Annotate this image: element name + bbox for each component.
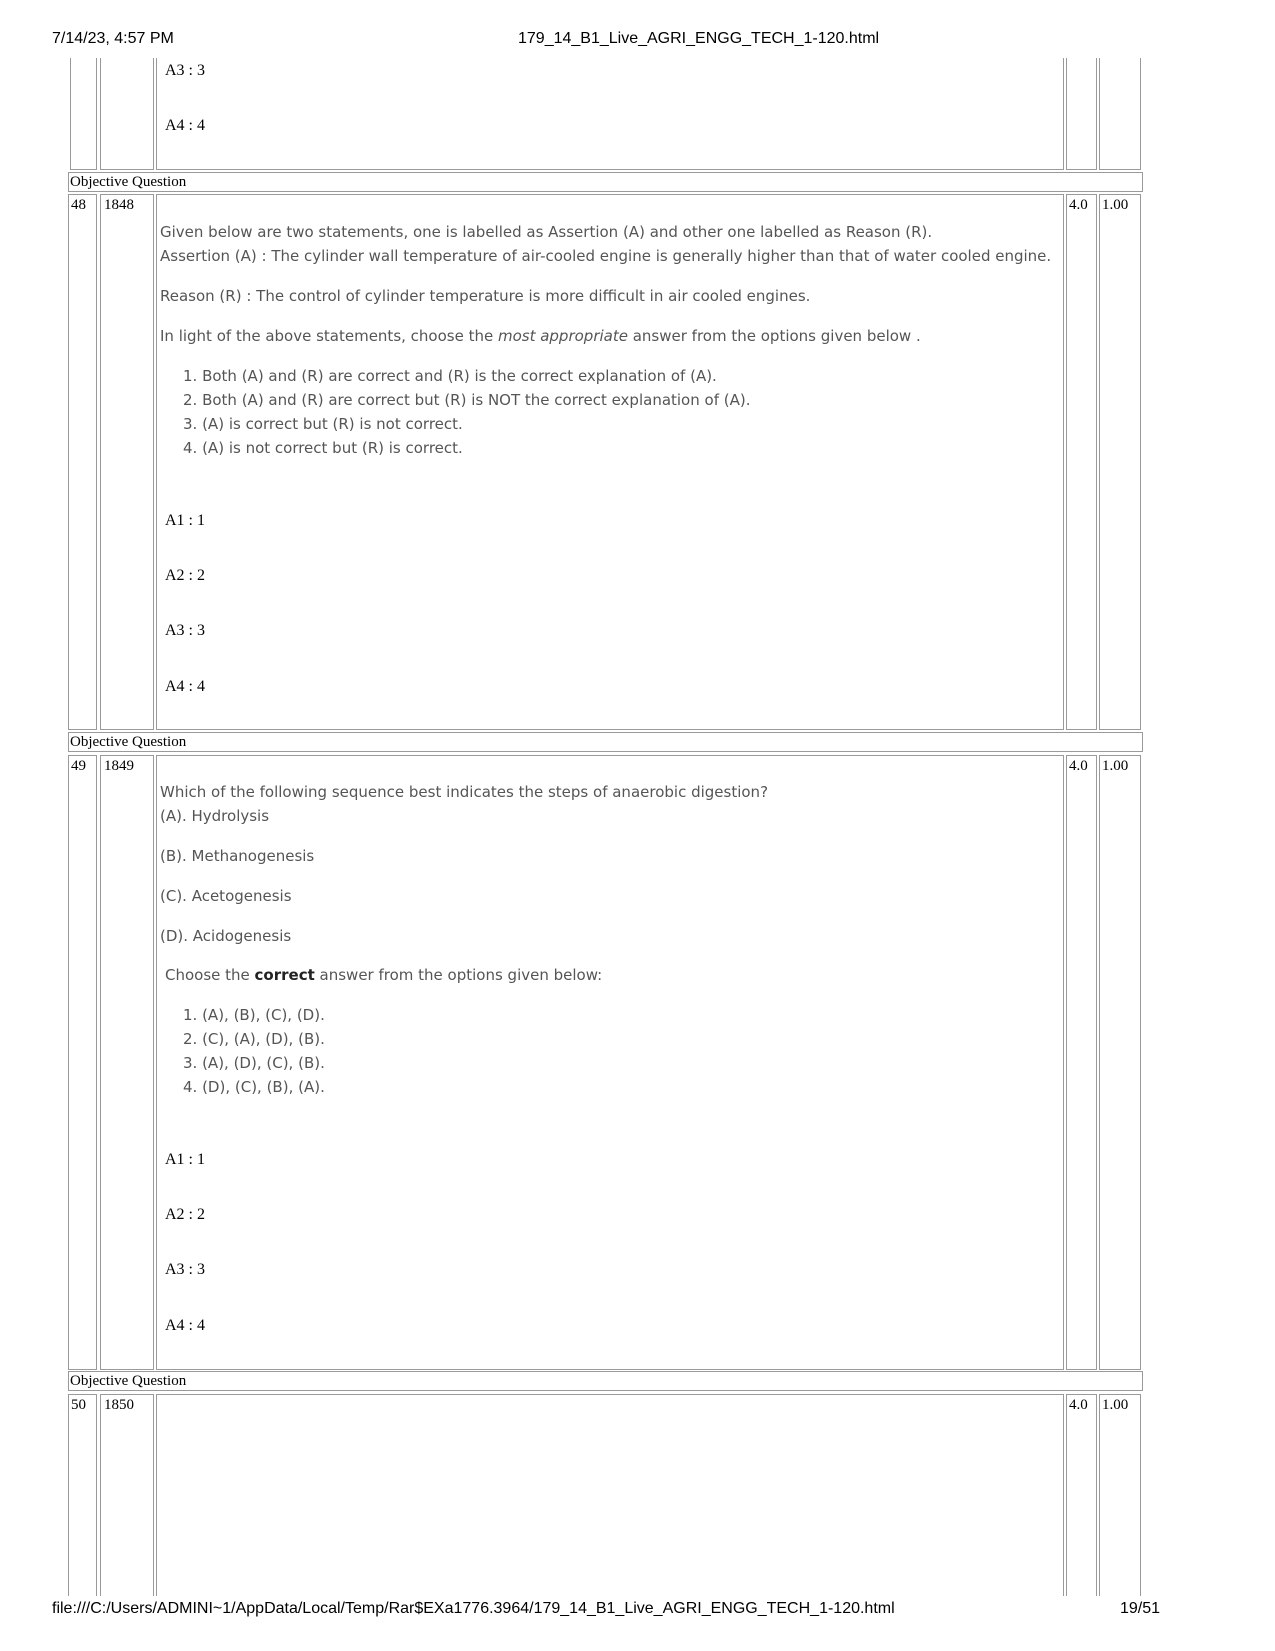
prev-marks-cell <box>1066 58 1097 170</box>
question-type-label: Objective Question <box>70 1373 187 1389</box>
instruction-post: answer from the options given below . <box>627 327 921 345</box>
question-cell <box>156 194 1064 730</box>
print-datetime: 7/14/23, 4:57 PM <box>52 30 174 47</box>
qid-cell <box>100 1394 154 1596</box>
sno-cell <box>68 755 97 1370</box>
question-id: 1850 <box>104 1397 134 1413</box>
reason-text: Reason (R) : The control of cylinder temperature is more difficult in air cooled engines. <box>160 287 811 305</box>
qid-cell <box>100 194 154 730</box>
prev-neg-cell <box>1099 58 1141 170</box>
question-negative-marks: 1.00 <box>1102 197 1129 213</box>
instruction-emphasis: most appropriate <box>497 327 628 345</box>
option-item: 3. (A) is correct but (R) is not correct. <box>183 415 463 433</box>
negative-marks-cell <box>1099 1394 1141 1596</box>
question-marks: 4.0 <box>1069 197 1088 213</box>
option-item: 1. (A), (B), (C), (D). <box>183 1006 325 1024</box>
question-sno: 48 <box>71 197 86 213</box>
answer-a2: A2 : 2 <box>165 567 205 584</box>
answer-a4: A4 : 4 <box>165 117 205 134</box>
print-page-number: 19/51 <box>1120 1600 1161 1617</box>
instruction-bold: correct <box>254 966 315 984</box>
question-id: 1849 <box>104 758 134 774</box>
question-type-label: Objective Question <box>70 734 187 750</box>
instruction-pre: Choose the <box>165 966 255 984</box>
question-type-row <box>68 1371 1143 1391</box>
marks-cell <box>1066 194 1097 730</box>
answer-a3: A3 : 3 <box>165 62 205 79</box>
sno-cell <box>68 1394 97 1596</box>
prev-question-cell <box>156 58 1064 170</box>
question-sno: 50 <box>71 1397 86 1413</box>
prev-qid-cell <box>100 58 154 170</box>
option-item: 2. (C), (A), (D), (B). <box>183 1030 325 1048</box>
sequence-item: (C). Acetogenesis <box>160 887 292 905</box>
instruction-text <box>160 327 921 345</box>
sequence-item: (B). Methanogenesis <box>160 847 315 865</box>
question-type-label: Objective Question <box>70 174 187 190</box>
option-item: 4. (A) is not correct but (R) is correct. <box>183 439 463 457</box>
sequence-item: (A). Hydrolysis <box>160 807 270 825</box>
sno-cell <box>68 194 97 730</box>
negative-marks-cell <box>1099 755 1141 1370</box>
option-item: 1. Both (A) and (R) are correct and (R) is the correct explanation of (A). <box>183 367 717 385</box>
marks-cell <box>1066 755 1097 1370</box>
question-table <box>70 58 1204 1596</box>
answer-a3: A3 : 3 <box>165 1261 205 1278</box>
instruction-text <box>165 966 602 984</box>
answer-a1: A1 : 1 <box>165 512 205 529</box>
option-item: 2. Both (A) and (R) are correct but (R) is NOT the correct explanation of (A). <box>183 391 751 409</box>
question-intro: Given below are two statements, one is labelled as Assertion (A) and other one labelled as Reason (R). <box>160 223 933 241</box>
instruction-post: answer from the options given below: <box>314 966 603 984</box>
question-negative-marks: 1.00 <box>1102 1397 1129 1413</box>
answer-a3: A3 : 3 <box>165 622 205 639</box>
question-cell <box>156 1394 1064 1596</box>
option-item: 3. (A), (D), (C), (B). <box>183 1054 325 1072</box>
answer-a2: A2 : 2 <box>165 1206 205 1223</box>
question-sno: 49 <box>71 758 86 774</box>
print-file-path: file:///C:/Users/ADMINI~1/AppData/Local/Temp/Rar$EXa1776.3964/179_14_B1_Live_AGRI_ENGG_TECH_1-120.html <box>52 1600 895 1617</box>
question-negative-marks: 1.00 <box>1102 758 1129 774</box>
print-title: 179_14_B1_Live_AGRI_ENGG_TECH_1-120.html <box>518 30 880 47</box>
question-type-row <box>68 732 1143 752</box>
prev-sno-cell <box>70 58 97 170</box>
qid-cell <box>100 755 154 1370</box>
question-text: Which of the following sequence best indicates the steps of anaerobic digestion? <box>160 783 769 801</box>
answer-a4: A4 : 4 <box>165 678 205 695</box>
assertion-text: Assertion (A) : The cylinder wall temperature of air-cooled engine is generally higher than that of water cooled engine. <box>160 247 1052 265</box>
marks-cell <box>1066 1394 1097 1596</box>
question-marks: 4.0 <box>1069 758 1088 774</box>
question-marks: 4.0 <box>1069 1397 1088 1413</box>
negative-marks-cell <box>1099 194 1141 730</box>
option-item: 4. (D), (C), (B), (A). <box>183 1078 325 1096</box>
sequence-item: (D). Acidogenesis <box>160 927 292 945</box>
answer-a1: A1 : 1 <box>165 1151 205 1168</box>
instruction-pre: In light of the above statements, choose the <box>160 327 498 345</box>
question-id: 1848 <box>104 197 134 213</box>
answer-a4: A4 : 4 <box>165 1317 205 1334</box>
question-cell <box>156 755 1064 1370</box>
question-type-row <box>68 172 1143 192</box>
